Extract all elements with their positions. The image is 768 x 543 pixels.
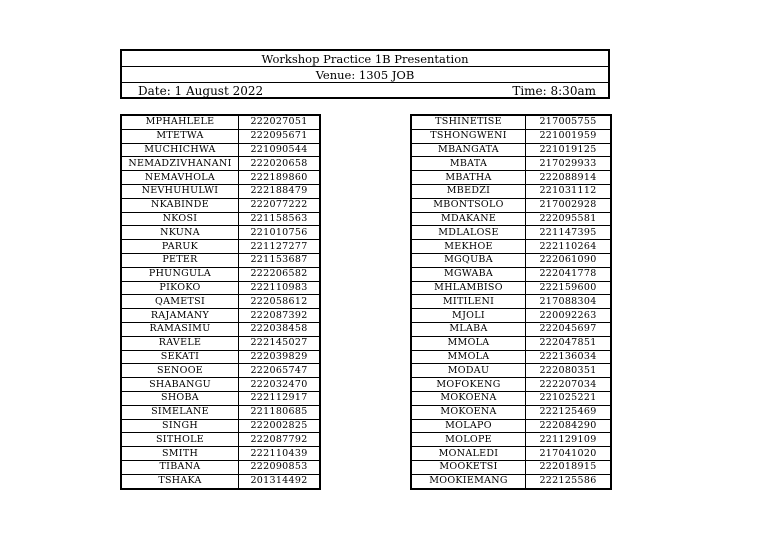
student-name: NEMADZIVHANANI xyxy=(121,157,239,171)
table-row xyxy=(121,447,320,461)
student-name: TIBANA xyxy=(121,460,239,474)
table-row xyxy=(121,364,320,378)
student-number: 222047851 xyxy=(526,336,612,350)
student-name: PETER xyxy=(121,253,239,267)
student-name: MGWABA xyxy=(411,267,526,281)
student-name: NKUNA xyxy=(121,226,239,240)
student-number: 222110439 xyxy=(239,447,321,461)
student-name: PIKOKO xyxy=(121,281,239,295)
student-number: 222207034 xyxy=(526,378,612,392)
student-name: SITHOLE xyxy=(121,433,239,447)
student-number: 222125469 xyxy=(526,405,612,419)
student-number: 222095581 xyxy=(526,212,612,226)
student-number: 217029933 xyxy=(526,157,612,171)
student-number: 221180685 xyxy=(239,405,321,419)
student-number: 222038458 xyxy=(239,322,321,336)
table-row xyxy=(411,184,611,198)
student-name: MJOLI xyxy=(411,309,526,323)
student-number: 222084290 xyxy=(526,419,612,433)
left-student-table xyxy=(120,114,321,490)
student-name: NEVHUHULWI xyxy=(121,184,239,198)
table-row xyxy=(121,460,320,474)
student-number: 222077222 xyxy=(239,198,321,212)
student-number: 221010756 xyxy=(239,226,321,240)
student-name: NEMAVHOLA xyxy=(121,171,239,185)
table-row xyxy=(121,350,320,364)
table-row xyxy=(411,198,611,212)
table-row xyxy=(121,184,320,198)
student-number: 222112917 xyxy=(239,391,321,405)
table-row xyxy=(411,171,611,185)
table-row xyxy=(121,253,320,267)
student-name: MOOKIEMANG xyxy=(411,474,526,488)
student-number: 217088304 xyxy=(526,295,612,309)
student-name: SIMELANE xyxy=(121,405,239,419)
student-number: 222145027 xyxy=(239,336,321,350)
table-row xyxy=(121,171,320,185)
table-row xyxy=(411,364,611,378)
student-number: 222018915 xyxy=(526,460,612,474)
table-row xyxy=(121,419,320,433)
student-number: 222061090 xyxy=(526,253,612,267)
student-number: 221127277 xyxy=(239,240,321,254)
student-name: MOKOENA xyxy=(411,391,526,405)
table-row xyxy=(121,157,320,171)
student-name: MEKHOE xyxy=(411,240,526,254)
student-name: MBANGATA xyxy=(411,143,526,157)
student-number: 221025221 xyxy=(526,391,612,405)
student-name: PHUNGULA xyxy=(121,267,239,281)
student-number: 222020658 xyxy=(239,157,321,171)
right-student-table xyxy=(410,114,612,490)
student-number: 222206582 xyxy=(239,267,321,281)
student-name: SEKATI xyxy=(121,350,239,364)
student-number: 222090853 xyxy=(239,460,321,474)
student-name: MUCHICHWA xyxy=(121,143,239,157)
student-name: TSHAKA xyxy=(121,474,239,488)
table-row xyxy=(121,433,320,447)
student-number: 221090544 xyxy=(239,143,321,157)
student-name: MHLAMBISO xyxy=(411,281,526,295)
student-name: MBEDZI xyxy=(411,184,526,198)
student-number: 222058612 xyxy=(239,295,321,309)
presentation-title: Workshop Practice 1B Presentation xyxy=(122,51,608,67)
table-row xyxy=(121,336,320,350)
table-row xyxy=(121,198,320,212)
date-time-row xyxy=(122,83,608,99)
student-name: MLABA xyxy=(411,322,526,336)
student-name: MODAU xyxy=(411,364,526,378)
student-name: MOOKETSI xyxy=(411,460,526,474)
table-row xyxy=(411,281,611,295)
student-number: 221153687 xyxy=(239,253,321,267)
table-row xyxy=(121,267,320,281)
table-row xyxy=(121,226,320,240)
student-number: 222027051 xyxy=(239,115,321,129)
student-name: MBATHA xyxy=(411,171,526,185)
student-number: 222110264 xyxy=(526,240,612,254)
student-number: 222002825 xyxy=(239,419,321,433)
table-row xyxy=(411,405,611,419)
student-name: MGQUBA xyxy=(411,253,526,267)
student-number: 222110983 xyxy=(239,281,321,295)
student-name: MTETWA xyxy=(121,129,239,143)
table-row xyxy=(411,226,611,240)
table-row xyxy=(121,129,320,143)
student-number: 222087392 xyxy=(239,309,321,323)
table-row xyxy=(411,157,611,171)
table-row xyxy=(411,322,611,336)
time: Time: 8:30am xyxy=(512,84,596,98)
table-row xyxy=(411,212,611,226)
table-row xyxy=(411,460,611,474)
table-row xyxy=(121,281,320,295)
student-name: SENOOE xyxy=(121,364,239,378)
table-row xyxy=(411,419,611,433)
student-name: QAMETSI xyxy=(121,295,239,309)
student-name: MITILENI xyxy=(411,295,526,309)
header-box xyxy=(120,49,610,99)
student-name: MOLAPO xyxy=(411,419,526,433)
table-row xyxy=(121,405,320,419)
table-row xyxy=(411,350,611,364)
student-name: RAVELE xyxy=(121,336,239,350)
table-row xyxy=(411,447,611,461)
student-number: 222039829 xyxy=(239,350,321,364)
table-row xyxy=(121,309,320,323)
table-row xyxy=(411,129,611,143)
table-row xyxy=(411,309,611,323)
student-number: 222188479 xyxy=(239,184,321,198)
table-row xyxy=(411,253,611,267)
table-row xyxy=(411,295,611,309)
table-row xyxy=(411,336,611,350)
table-row xyxy=(411,391,611,405)
student-name: TSHONGWENI xyxy=(411,129,526,143)
student-number: 222045697 xyxy=(526,322,612,336)
student-number: 221001959 xyxy=(526,129,612,143)
student-name: MPHAHLELE xyxy=(121,115,239,129)
student-name: MOKOENA xyxy=(411,405,526,419)
venue: Venue: 1305 JOB xyxy=(122,67,608,83)
student-name: MBATA xyxy=(411,157,526,171)
student-name: SHOBA xyxy=(121,391,239,405)
student-number: 222159600 xyxy=(526,281,612,295)
student-number: 221031112 xyxy=(526,184,612,198)
table-row xyxy=(121,378,320,392)
student-name: MDLALOSE xyxy=(411,226,526,240)
student-number: 221147395 xyxy=(526,226,612,240)
student-name: SMITH xyxy=(121,447,239,461)
student-number: 217002928 xyxy=(526,198,612,212)
student-number: 220092263 xyxy=(526,309,612,323)
table-row xyxy=(411,474,611,488)
student-number: 222136034 xyxy=(526,350,612,364)
student-name: SHABANGU xyxy=(121,378,239,392)
student-name: SINGH xyxy=(121,419,239,433)
table-row xyxy=(411,143,611,157)
student-number: 222080351 xyxy=(526,364,612,378)
table-row xyxy=(121,115,320,129)
student-number: 222065747 xyxy=(239,364,321,378)
student-name: MOLOPE xyxy=(411,433,526,447)
student-number: 222189860 xyxy=(239,171,321,185)
table-row xyxy=(411,115,611,129)
student-name: NKOSI xyxy=(121,212,239,226)
student-name: MMOLA xyxy=(411,350,526,364)
table-row xyxy=(121,322,320,336)
table-row xyxy=(411,378,611,392)
student-number: 222095671 xyxy=(239,129,321,143)
student-number: 222088914 xyxy=(526,171,612,185)
student-number: 222125586 xyxy=(526,474,612,488)
table-row xyxy=(121,295,320,309)
student-name: PARUK xyxy=(121,240,239,254)
student-name: RAMASIMU xyxy=(121,322,239,336)
student-name: MMOLA xyxy=(411,336,526,350)
table-row xyxy=(121,212,320,226)
table-row xyxy=(121,391,320,405)
student-name: TSHINETISE xyxy=(411,115,526,129)
table-row xyxy=(411,240,611,254)
student-number: 221129109 xyxy=(526,433,612,447)
student-number: 221019125 xyxy=(526,143,612,157)
student-name: NKABINDE xyxy=(121,198,239,212)
student-name: MONALEDI xyxy=(411,447,526,461)
student-number: 221158563 xyxy=(239,212,321,226)
student-name: MOFOKENG xyxy=(411,378,526,392)
table-row xyxy=(411,267,611,281)
student-number: 222041778 xyxy=(526,267,612,281)
table-row xyxy=(121,240,320,254)
table-row xyxy=(121,143,320,157)
table-row xyxy=(411,433,611,447)
student-number: 217041020 xyxy=(526,447,612,461)
student-number: 201314492 xyxy=(239,474,321,488)
date: Date: 1 August 2022 xyxy=(138,84,264,98)
student-name: RAJAMANY xyxy=(121,309,239,323)
student-name: MDAKANE xyxy=(411,212,526,226)
student-number: 222032470 xyxy=(239,378,321,392)
student-name: MBONTSOLO xyxy=(411,198,526,212)
table-row xyxy=(121,474,320,488)
student-number: 222087792 xyxy=(239,433,321,447)
student-number: 217005755 xyxy=(526,115,612,129)
